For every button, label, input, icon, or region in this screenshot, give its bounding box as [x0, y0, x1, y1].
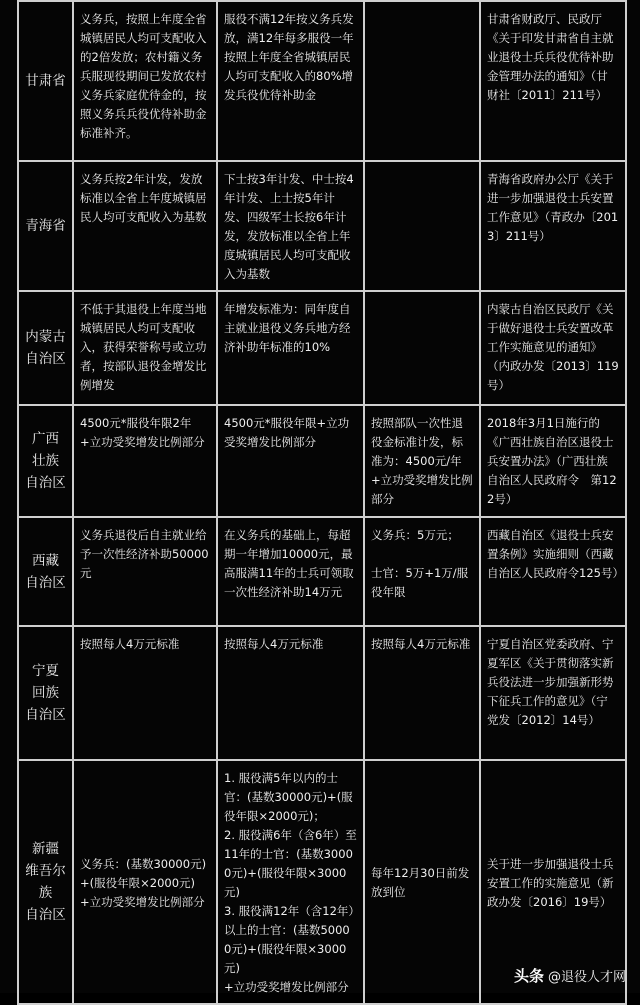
source-cell: 青海省政府办公厅《关于进一步加强退役士兵安置工作意见》（青政办〔2013〕211号） — [480, 161, 626, 291]
nco-cell: 1. 服役满5年以内的士官：(基数30000元)+(服役年限×2000元)； 2. 服役满6年（含6年）至11年的士官：(基数30000元)+(服役年限×3000元) 3. 服役满12年（含12年）以上的士官：(基数50000元)+(服役年限×3000元) +立功受奖增发比例部分 — [217, 760, 364, 1004]
nco-cell: 4500元*服役年限+立功受奖增发比例部分 — [217, 405, 364, 517]
table-row — [18, 405, 626, 517]
region-cell: 西藏 自治区 — [18, 517, 73, 626]
region-cell: 甘肃省 — [18, 1, 73, 161]
nco-cell: 年增发标准为：同年度自主就业退役义务兵地方经济补助年标准的10% — [217, 291, 364, 405]
note-cell — [364, 161, 480, 291]
table-row — [18, 291, 626, 405]
nco-cell: 在义务兵的基础上，每超期一年增加10000元，最高服满11年的士兵可领取一次性经济补助14万元 — [217, 517, 364, 626]
conscript-cell: 按照每人4万元标准 — [73, 626, 217, 760]
note-cell: 按照每人4万元标准 — [364, 626, 480, 760]
conscript-cell: 不低于其退役上年度当地城镇居民人均可支配收入，获得荣誉称号或立功者，按部队退役金增发比例增发 — [73, 291, 217, 405]
watermark-text: @退役人才网 — [547, 970, 626, 985]
region-cell: 内蒙古 自治区 — [18, 291, 73, 405]
conscript-cell: 义务兵退役后自主就业给予一次性经济补助50000元 — [73, 517, 217, 626]
note-cell: 义务兵：5万元； 士官：5万+1万/服役年限 — [364, 517, 480, 626]
conscript-cell: 4500元*服役年限2年+立功受奖增发比例部分 — [73, 405, 217, 517]
note-cell: 每年12月30日前发放到位 — [364, 760, 480, 1004]
source-cell: 甘肃省财政厅、民政厅《关于印发甘肃省自主就业退役士兵兵役优待补助金管理办法的通知》（甘财社〔2011〕211号） — [480, 1, 626, 161]
table-row — [18, 626, 626, 760]
table-row — [18, 161, 626, 291]
region-cell: 青海省 — [18, 161, 73, 291]
source-cell: 西藏自治区《退役士兵安置条例》实施细则（西藏自治区人民政府令125号） — [480, 517, 626, 626]
table-row — [18, 1, 626, 161]
region-cell: 广西 壮族 自治区 — [18, 405, 73, 517]
source-cell: 关于进一步加强退役士兵安置工作的实施意见（新政办发〔2016〕19号） — [480, 760, 626, 1004]
toutiao-logo: 头条 — [513, 967, 544, 985]
note-cell — [364, 291, 480, 405]
nco-cell: 下士按3年计发、中士按4年计发、上士按5年计发、四级军士长按6年计发，发放标准以全省上年度城镇居民人均可支配收入为基数 — [217, 161, 364, 291]
watermark — [514, 965, 626, 986]
source-cell: 内蒙古自治区民政厅《关于做好退役士兵安置改革工作实施意见的通知》（内政办发〔2013〕119号） — [480, 291, 626, 405]
source-cell: 2018年3月1日施行的《广西壮族自治区退役士兵安置办法》（广西壮族自治区人民政府令 第122号） — [480, 405, 626, 517]
region-cell: 新疆 维吾尔 族 自治区 — [18, 760, 73, 1004]
region-cell: 宁夏 回族 自治区 — [18, 626, 73, 760]
conscript-cell: 义务兵按2年计发，发放标准以全省上年度城镇居民人均可支配收入为基数 — [73, 161, 217, 291]
nco-cell: 按照每人4万元标准 — [217, 626, 364, 760]
source-cell: 宁夏自治区党委政府、宁夏军区《关于贯彻落实新兵役法进一步加强新形势下征兵工作的意见》（宁党发〔2012〕14号） — [480, 626, 626, 760]
conscript-cell: 义务兵，按照上年度全省城镇居民人均可支配收入的2倍发放；农村籍义务兵服现役期间已发放农村义务兵家庭优待金的，按照义务兵兵役优待补助金标准补齐。 — [73, 1, 217, 161]
note-cell: 按照部队一次性退役金标准计发，标准为：4500元/年+立功受奖增发比例部分 — [364, 405, 480, 517]
nco-cell: 服役不满12年按义务兵发放，满12年每多服役一年按照上年度全省城镇居民人均可支配收入的80%增发兵役优待补助金 — [217, 1, 364, 161]
table-row — [18, 517, 626, 626]
conscript-cell: 义务兵：(基数30000元)+(服役年限×2000元)+立功受奖增发比例部分 — [73, 760, 217, 1004]
note-cell — [364, 1, 480, 161]
policy-table — [17, 0, 627, 1005]
